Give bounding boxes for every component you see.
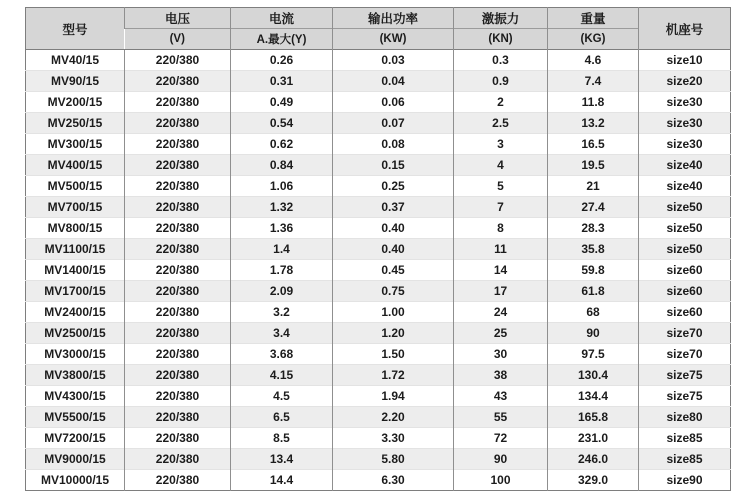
cell-frame-size: size30 xyxy=(639,134,731,155)
cell-model: MV2400/15 xyxy=(26,302,125,323)
cell-output-power: 3.30 xyxy=(333,428,454,449)
cell-model: MV5500/15 xyxy=(26,407,125,428)
table-row xyxy=(26,92,731,113)
cell-weight: 28.3 xyxy=(548,218,639,239)
table-row xyxy=(26,428,731,449)
table-row xyxy=(26,281,731,302)
table-row xyxy=(26,260,731,281)
cell-exciting-force: 7 xyxy=(454,197,548,218)
col-unit-weight: (KG) xyxy=(548,29,639,50)
cell-frame-size: size80 xyxy=(639,407,731,428)
cell-frame-size: size70 xyxy=(639,323,731,344)
cell-model: MV40/15 xyxy=(26,50,125,71)
cell-voltage: 220/380 xyxy=(125,113,231,134)
cell-exciting-force: 38 xyxy=(454,365,548,386)
cell-exciting-force: 5 xyxy=(454,176,548,197)
cell-current: 1.4 xyxy=(231,239,333,260)
cell-voltage: 220/380 xyxy=(125,323,231,344)
cell-frame-size: size40 xyxy=(639,176,731,197)
table-row xyxy=(26,155,731,176)
cell-output-power: 1.00 xyxy=(333,302,454,323)
cell-voltage: 220/380 xyxy=(125,365,231,386)
cell-current: 1.32 xyxy=(231,197,333,218)
table-row xyxy=(26,449,731,470)
cell-weight: 35.8 xyxy=(548,239,639,260)
cell-voltage: 220/380 xyxy=(125,176,231,197)
cell-frame-size: size50 xyxy=(639,218,731,239)
cell-current: 0.49 xyxy=(231,92,333,113)
table-row xyxy=(26,407,731,428)
col-unit-output-power: (KW) xyxy=(333,29,454,50)
cell-weight: 61.8 xyxy=(548,281,639,302)
cell-frame-size: size90 xyxy=(639,470,731,491)
cell-frame-size: size60 xyxy=(639,281,731,302)
cell-output-power: 0.40 xyxy=(333,239,454,260)
table-row xyxy=(26,113,731,134)
cell-current: 0.54 xyxy=(231,113,333,134)
cell-output-power: 0.75 xyxy=(333,281,454,302)
cell-model: MV1100/15 xyxy=(26,239,125,260)
cell-output-power: 0.37 xyxy=(333,197,454,218)
cell-frame-size: size75 xyxy=(639,386,731,407)
cell-weight: 165.8 xyxy=(548,407,639,428)
cell-voltage: 220/380 xyxy=(125,260,231,281)
cell-output-power: 0.40 xyxy=(333,218,454,239)
cell-weight: 134.4 xyxy=(548,386,639,407)
cell-output-power: 0.45 xyxy=(333,260,454,281)
cell-exciting-force: 17 xyxy=(454,281,548,302)
cell-model: MV1700/15 xyxy=(26,281,125,302)
cell-current: 3.2 xyxy=(231,302,333,323)
cell-exciting-force: 43 xyxy=(454,386,548,407)
cell-weight: 97.5 xyxy=(548,344,639,365)
cell-model: MV10000/15 xyxy=(26,470,125,491)
cell-model: MV3000/15 xyxy=(26,344,125,365)
cell-model: MV9000/15 xyxy=(26,449,125,470)
table-row xyxy=(26,176,731,197)
cell-current: 0.84 xyxy=(231,155,333,176)
col-header-current: 电流 xyxy=(231,8,333,29)
cell-exciting-force: 4 xyxy=(454,155,548,176)
cell-current: 3.4 xyxy=(231,323,333,344)
cell-voltage: 220/380 xyxy=(125,302,231,323)
cell-current: 1.06 xyxy=(231,176,333,197)
cell-weight: 16.5 xyxy=(548,134,639,155)
cell-weight: 7.4 xyxy=(548,71,639,92)
cell-output-power: 0.07 xyxy=(333,113,454,134)
cell-current: 3.68 xyxy=(231,344,333,365)
cell-current: 1.36 xyxy=(231,218,333,239)
table-row xyxy=(26,470,731,491)
cell-weight: 231.0 xyxy=(548,428,639,449)
cell-voltage: 220/380 xyxy=(125,407,231,428)
cell-exciting-force: 2.5 xyxy=(454,113,548,134)
cell-output-power: 0.08 xyxy=(333,134,454,155)
table-row xyxy=(26,218,731,239)
col-header-frame-size: 机座号 xyxy=(639,8,731,50)
cell-exciting-force: 8 xyxy=(454,218,548,239)
cell-voltage: 220/380 xyxy=(125,281,231,302)
cell-frame-size: size60 xyxy=(639,302,731,323)
cell-weight: 59.8 xyxy=(548,260,639,281)
table-row xyxy=(26,365,731,386)
cell-output-power: 1.94 xyxy=(333,386,454,407)
cell-frame-size: size50 xyxy=(639,239,731,260)
cell-frame-size: size85 xyxy=(639,449,731,470)
col-header-model: 型号 xyxy=(26,8,125,50)
cell-weight: 27.4 xyxy=(548,197,639,218)
cell-output-power: 0.03 xyxy=(333,50,454,71)
cell-model: MV500/15 xyxy=(26,176,125,197)
cell-current: 1.78 xyxy=(231,260,333,281)
cell-weight: 90 xyxy=(548,323,639,344)
cell-weight: 13.2 xyxy=(548,113,639,134)
cell-frame-size: size85 xyxy=(639,428,731,449)
cell-current: 0.62 xyxy=(231,134,333,155)
cell-model: MV7200/15 xyxy=(26,428,125,449)
cell-output-power: 1.50 xyxy=(333,344,454,365)
header-row-units xyxy=(26,29,731,50)
cell-weight: 21 xyxy=(548,176,639,197)
cell-model: MV90/15 xyxy=(26,71,125,92)
cell-model: MV800/15 xyxy=(26,218,125,239)
cell-frame-size: size40 xyxy=(639,155,731,176)
cell-output-power: 0.25 xyxy=(333,176,454,197)
cell-output-power: 0.06 xyxy=(333,92,454,113)
motor-spec-table xyxy=(25,7,731,491)
table-row xyxy=(26,71,731,92)
table-row xyxy=(26,323,731,344)
cell-model: MV400/15 xyxy=(26,155,125,176)
cell-frame-size: size50 xyxy=(639,197,731,218)
cell-model: MV700/15 xyxy=(26,197,125,218)
cell-voltage: 220/380 xyxy=(125,239,231,260)
cell-output-power: 6.30 xyxy=(333,470,454,491)
cell-model: MV4300/15 xyxy=(26,386,125,407)
cell-voltage: 220/380 xyxy=(125,197,231,218)
cell-current: 0.31 xyxy=(231,71,333,92)
cell-model: MV300/15 xyxy=(26,134,125,155)
table-row xyxy=(26,344,731,365)
cell-voltage: 220/380 xyxy=(125,50,231,71)
cell-model: MV200/15 xyxy=(26,92,125,113)
cell-output-power: 0.04 xyxy=(333,71,454,92)
cell-output-power: 0.15 xyxy=(333,155,454,176)
cell-exciting-force: 55 xyxy=(454,407,548,428)
cell-output-power: 1.20 xyxy=(333,323,454,344)
cell-current: 14.4 xyxy=(231,470,333,491)
cell-exciting-force: 72 xyxy=(454,428,548,449)
cell-voltage: 220/380 xyxy=(125,386,231,407)
cell-weight: 246.0 xyxy=(548,449,639,470)
cell-model: MV1400/15 xyxy=(26,260,125,281)
col-unit-current: A.最大(Y) xyxy=(231,29,333,50)
cell-weight: 4.6 xyxy=(548,50,639,71)
cell-weight: 130.4 xyxy=(548,365,639,386)
cell-weight: 68 xyxy=(548,302,639,323)
table-body xyxy=(26,50,731,491)
cell-output-power: 5.80 xyxy=(333,449,454,470)
col-unit-exciting-force: (KN) xyxy=(454,29,548,50)
cell-output-power: 1.72 xyxy=(333,365,454,386)
cell-frame-size: size70 xyxy=(639,344,731,365)
cell-weight: 11.8 xyxy=(548,92,639,113)
cell-voltage: 220/380 xyxy=(125,92,231,113)
cell-voltage: 220/380 xyxy=(125,428,231,449)
table-row xyxy=(26,134,731,155)
cell-frame-size: size10 xyxy=(639,50,731,71)
cell-current: 4.15 xyxy=(231,365,333,386)
cell-frame-size: size60 xyxy=(639,260,731,281)
cell-exciting-force: 14 xyxy=(454,260,548,281)
header-row-titles xyxy=(26,8,731,29)
cell-output-power: 2.20 xyxy=(333,407,454,428)
cell-voltage: 220/380 xyxy=(125,344,231,365)
cell-current: 4.5 xyxy=(231,386,333,407)
table-row xyxy=(26,239,731,260)
cell-exciting-force: 3 xyxy=(454,134,548,155)
cell-exciting-force: 24 xyxy=(454,302,548,323)
table-row xyxy=(26,302,731,323)
cell-frame-size: size20 xyxy=(639,71,731,92)
cell-model: MV3800/15 xyxy=(26,365,125,386)
cell-voltage: 220/380 xyxy=(125,218,231,239)
cell-weight: 329.0 xyxy=(548,470,639,491)
cell-current: 6.5 xyxy=(231,407,333,428)
cell-frame-size: size75 xyxy=(639,365,731,386)
cell-current: 8.5 xyxy=(231,428,333,449)
cell-exciting-force: 100 xyxy=(454,470,548,491)
cell-current: 2.09 xyxy=(231,281,333,302)
cell-exciting-force: 0.3 xyxy=(454,50,548,71)
col-header-output-power: 输出功率 xyxy=(333,8,454,29)
cell-exciting-force: 11 xyxy=(454,239,548,260)
cell-frame-size: size30 xyxy=(639,92,731,113)
cell-weight: 19.5 xyxy=(548,155,639,176)
col-unit-voltage: (V) xyxy=(125,29,231,50)
cell-exciting-force: 2 xyxy=(454,92,548,113)
table-header xyxy=(26,8,731,50)
cell-voltage: 220/380 xyxy=(125,449,231,470)
table-row xyxy=(26,197,731,218)
cell-exciting-force: 25 xyxy=(454,323,548,344)
table-row xyxy=(26,50,731,71)
col-header-exciting-force: 激振力 xyxy=(454,8,548,29)
cell-exciting-force: 30 xyxy=(454,344,548,365)
cell-current: 13.4 xyxy=(231,449,333,470)
cell-exciting-force: 90 xyxy=(454,449,548,470)
table-row xyxy=(26,386,731,407)
cell-exciting-force: 0.9 xyxy=(454,71,548,92)
cell-voltage: 220/380 xyxy=(125,155,231,176)
col-header-weight: 重量 xyxy=(548,8,639,29)
col-header-voltage: 电压 xyxy=(125,8,231,29)
cell-voltage: 220/380 xyxy=(125,134,231,155)
cell-model: MV250/15 xyxy=(26,113,125,134)
cell-model: MV2500/15 xyxy=(26,323,125,344)
cell-voltage: 220/380 xyxy=(125,71,231,92)
cell-voltage: 220/380 xyxy=(125,470,231,491)
cell-current: 0.26 xyxy=(231,50,333,71)
cell-frame-size: size30 xyxy=(639,113,731,134)
